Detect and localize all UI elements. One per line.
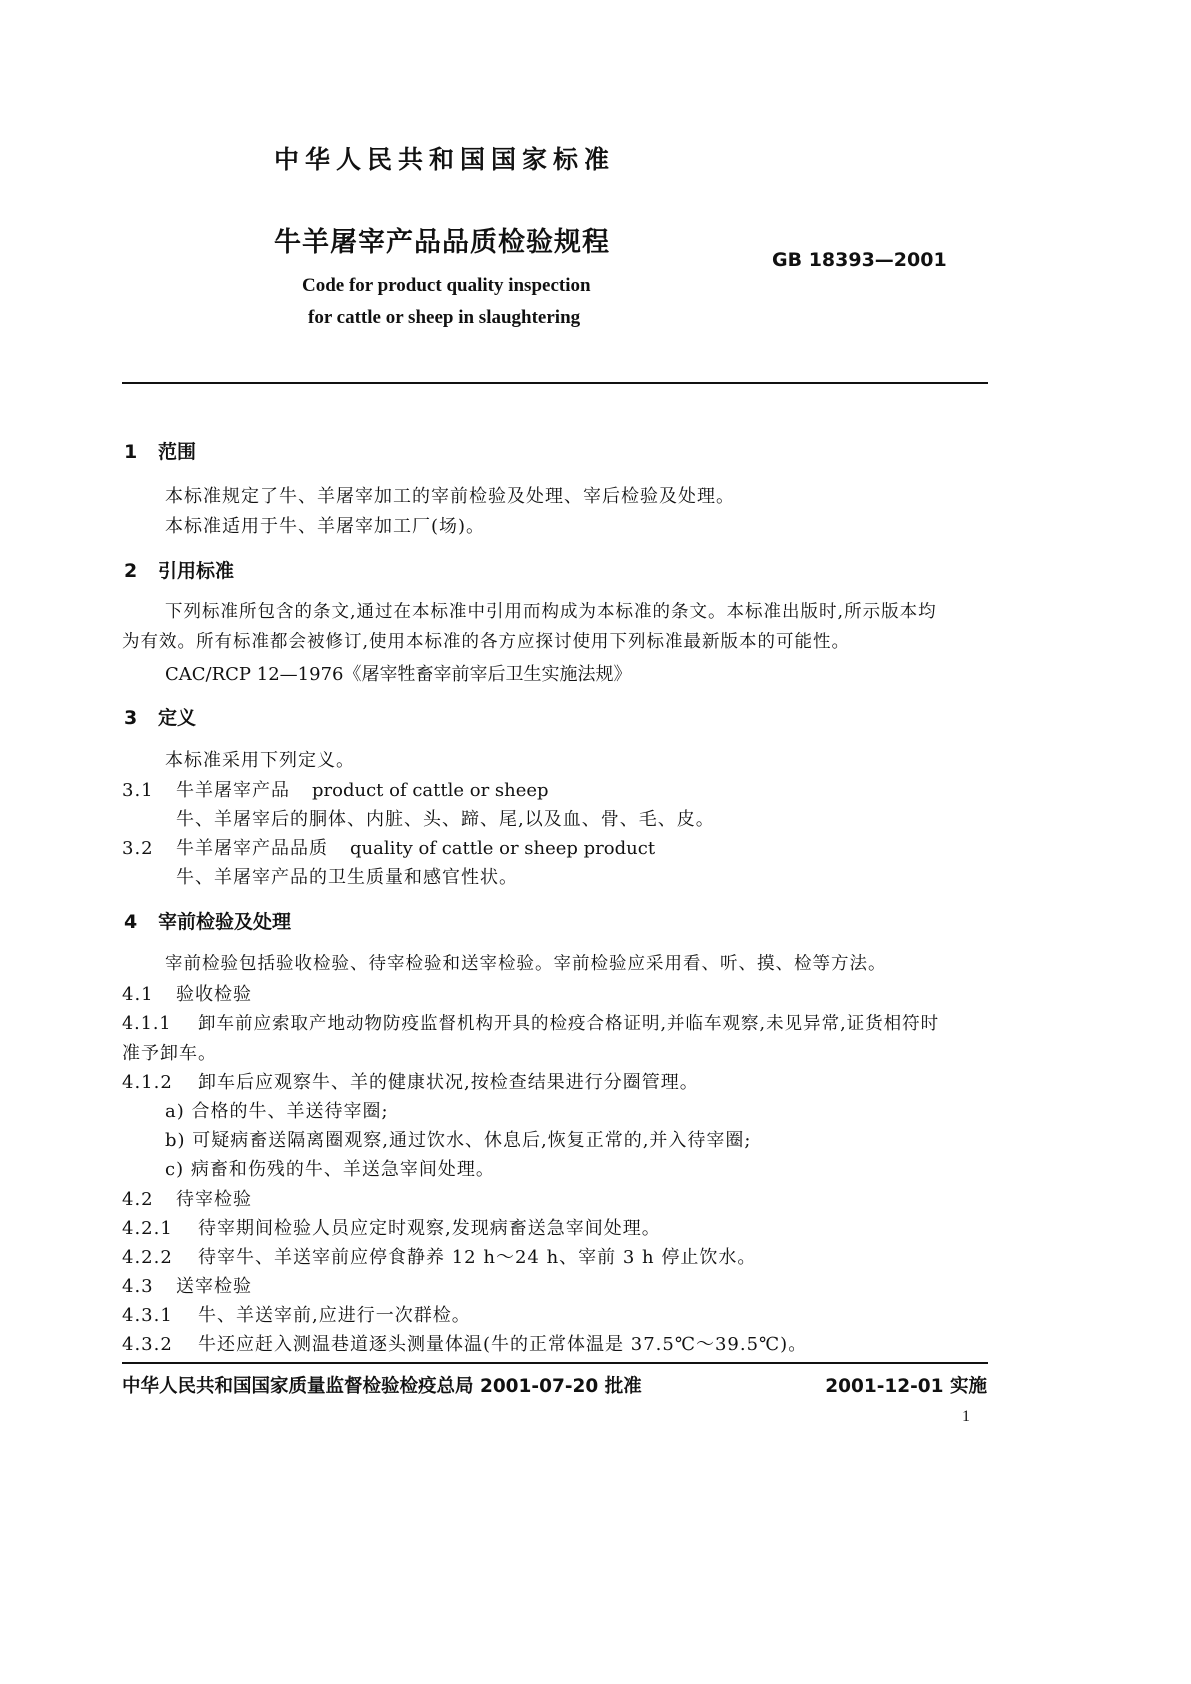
clause-number: 4.2: [122, 1189, 154, 1210]
section-2-heading: [124, 556, 234, 583]
clause-number: 4.3.1: [122, 1305, 173, 1326]
section-4-heading: [124, 907, 291, 934]
clause-number: 3.2: [122, 838, 154, 859]
clause-text: 牛、羊送宰前,应进行一次群检。: [198, 1305, 471, 1326]
section-1-paragraph-1: 本标准规定了牛、羊屠宰加工的宰前检验及处理、宰后检验及处理。: [165, 486, 735, 507]
definition-3-2: [122, 834, 655, 860]
header-divider: [122, 382, 988, 384]
clause-4-2-2: [122, 1243, 756, 1269]
clause-title: 送宰检验: [176, 1276, 252, 1297]
clause-number: 4.3: [122, 1276, 154, 1297]
list-item-b: b) 可疑病畜送隔离圈观察,通过饮水、休息后,恢复正常的,并入待宰圈;: [165, 1130, 752, 1151]
clause-text: 卸车前应索取产地动物防疫监督机构开具的检疫合格证明,并临车观察,未见异常,证货相符时: [198, 1014, 940, 1034]
page-number: 1: [962, 1408, 970, 1425]
clause-4-2: [122, 1185, 252, 1211]
clause-4-3-1: [122, 1301, 471, 1327]
section-3-intro: 本标准采用下列定义。: [165, 750, 355, 771]
section-title: 定义: [158, 707, 197, 729]
clause-number: 4.2.1: [122, 1218, 173, 1239]
definition-3-2-text: 牛、羊屠宰产品的卫生质量和感官性状。: [176, 867, 518, 888]
clause-text: 卸车后应观察牛、羊的健康状况,按检查结果进行分圈管理。: [198, 1072, 699, 1093]
title-cn: 牛羊屠宰产品品质检验规程: [274, 227, 610, 258]
list-item-a: a) 合格的牛、羊送待宰圈;: [165, 1101, 389, 1122]
title-en-line2: for cattle or sheep in slaughtering: [308, 307, 581, 328]
list-item-c: c) 病畜和伤残的牛、羊送急宰间处理。: [165, 1159, 495, 1180]
section-number: 4: [124, 911, 138, 933]
section-1-paragraph-2: 本标准适用于牛、羊屠宰加工厂(场)。: [165, 516, 486, 537]
section-number: 3: [124, 707, 138, 729]
section-number: 1: [124, 441, 138, 463]
clause-4-1-2: [122, 1068, 699, 1094]
clause-number: 4.1.2: [122, 1072, 173, 1093]
clause-4-1-1: [122, 1010, 939, 1035]
clause-4-2-1: [122, 1214, 661, 1240]
national-standard-label: 中华人民共和国国家标准: [274, 145, 616, 174]
clause-4-3: [122, 1272, 252, 1298]
section-3-heading: [124, 703, 196, 730]
title-en-line1: Code for product quality inspection: [302, 275, 591, 296]
clause-number: 4.3.2: [122, 1334, 173, 1355]
clause-4-1-1-continuation: 准予卸车。: [122, 1043, 217, 1064]
clause-number: 4.1.1: [122, 1014, 172, 1034]
effective-date: 2001-12-01 实施: [825, 1376, 987, 1397]
clause-4-1: [122, 980, 252, 1006]
section-number: 2: [124, 560, 138, 582]
section-title: 宰前检验及处理: [158, 911, 292, 933]
definition-3-1-text: 牛、羊屠宰后的胴体、内脏、头、蹄、尾,以及血、骨、毛、皮。: [176, 809, 715, 830]
clause-text: 待宰牛、羊送宰前应停食静养 12 h～24 h、宰前 3 h 停止饮水。: [198, 1247, 757, 1268]
definition-term-en: product of cattle or sheep: [312, 780, 549, 801]
section-1-heading: [124, 437, 196, 464]
footer-divider: [122, 1362, 988, 1364]
clause-4-3-2: [122, 1330, 807, 1356]
clause-title: 待宰检验: [176, 1189, 252, 1210]
clause-number: 3.1: [122, 780, 154, 801]
section-2-paragraph-line-1: 下列标准所包含的条文,通过在本标准中引用而构成为本标准的条文。本标准出版时,所示版本均: [165, 602, 937, 622]
normative-reference: CAC/RCP 12—1976《屠宰牲畜宰前宰后卫生实施法规》: [165, 664, 632, 685]
standard-number: GB 18393—2001: [772, 249, 947, 271]
clause-number: 4.2.2: [122, 1247, 173, 1268]
clause-text: 待宰期间检验人员应定时观察,发现病畜送急宰间处理。: [198, 1218, 661, 1239]
clause-text: 牛还应赶入测温巷道逐头测量体温(牛的正常体温是 37.5℃～39.5℃)。: [198, 1334, 808, 1355]
definition-term: 牛羊屠宰产品品质: [176, 838, 328, 859]
section-title: 范围: [158, 441, 197, 463]
clause-number: 4.1: [122, 984, 154, 1005]
section-2-paragraph-line-2: 为有效。所有标准都会被修订,使用本标准的各方应探讨使用下列标准最新版本的可能性。: [122, 632, 851, 652]
section-4-intro: 宰前检验包括验收检验、待宰检验和送宰检验。宰前检验应采用看、听、摸、检等方法。: [165, 954, 887, 974]
definition-3-1: [122, 776, 549, 802]
definition-term: 牛羊屠宰产品: [176, 780, 290, 801]
clause-title: 验收检验: [176, 984, 252, 1005]
definition-term-en: quality of cattle or sheep product: [350, 838, 656, 859]
section-title: 引用标准: [158, 560, 235, 582]
approval-statement: 中华人民共和国国家质量监督检验检疫总局 2001-07-20 批准: [122, 1376, 642, 1397]
